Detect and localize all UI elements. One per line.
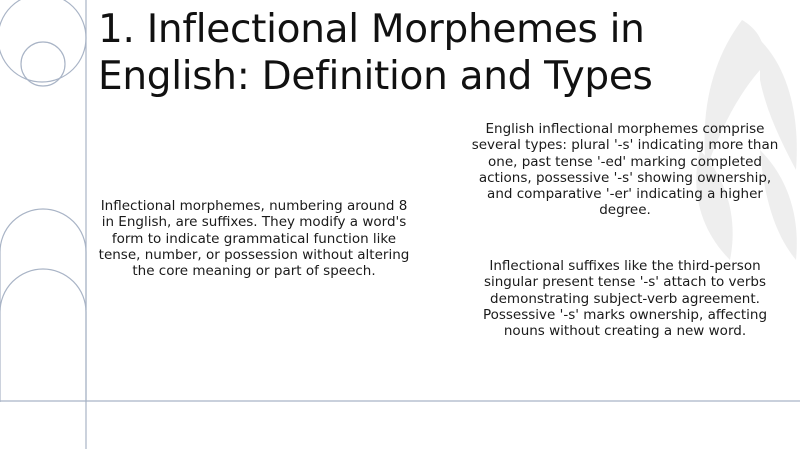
slide-title: 1. Inflectional Morphemes in English: Definition and Types [98,7,653,99]
small-circle-outline [21,42,65,86]
right-paragraph-suffixes: Inflectional suffixes like the third-person singular present tense '-s' attach to verbs demonstrating subject-verb agreement. Possessive '-s' marks ownership, affecting nouns without creating a new word. [482,258,768,340]
lower-arch-outline [0,269,86,402]
upper-arch-outline [0,209,86,310]
right-paragraph-types: English inflectional morphemes comprise several types: plural '-s' indicating more than one, past tense '-ed' marking completed actions, possessive '-s' showing ownership, and comparative '-er' indicating a higher degree. [471,121,779,219]
left-paragraph: Inflectional morphemes, numbering around 8 in English, are suffixes. They modify a word's form to indicate grammatical function like tense, number, or possession without altering the core meaning or part of speech. [98,198,410,280]
large-circle-outline [0,0,86,82]
